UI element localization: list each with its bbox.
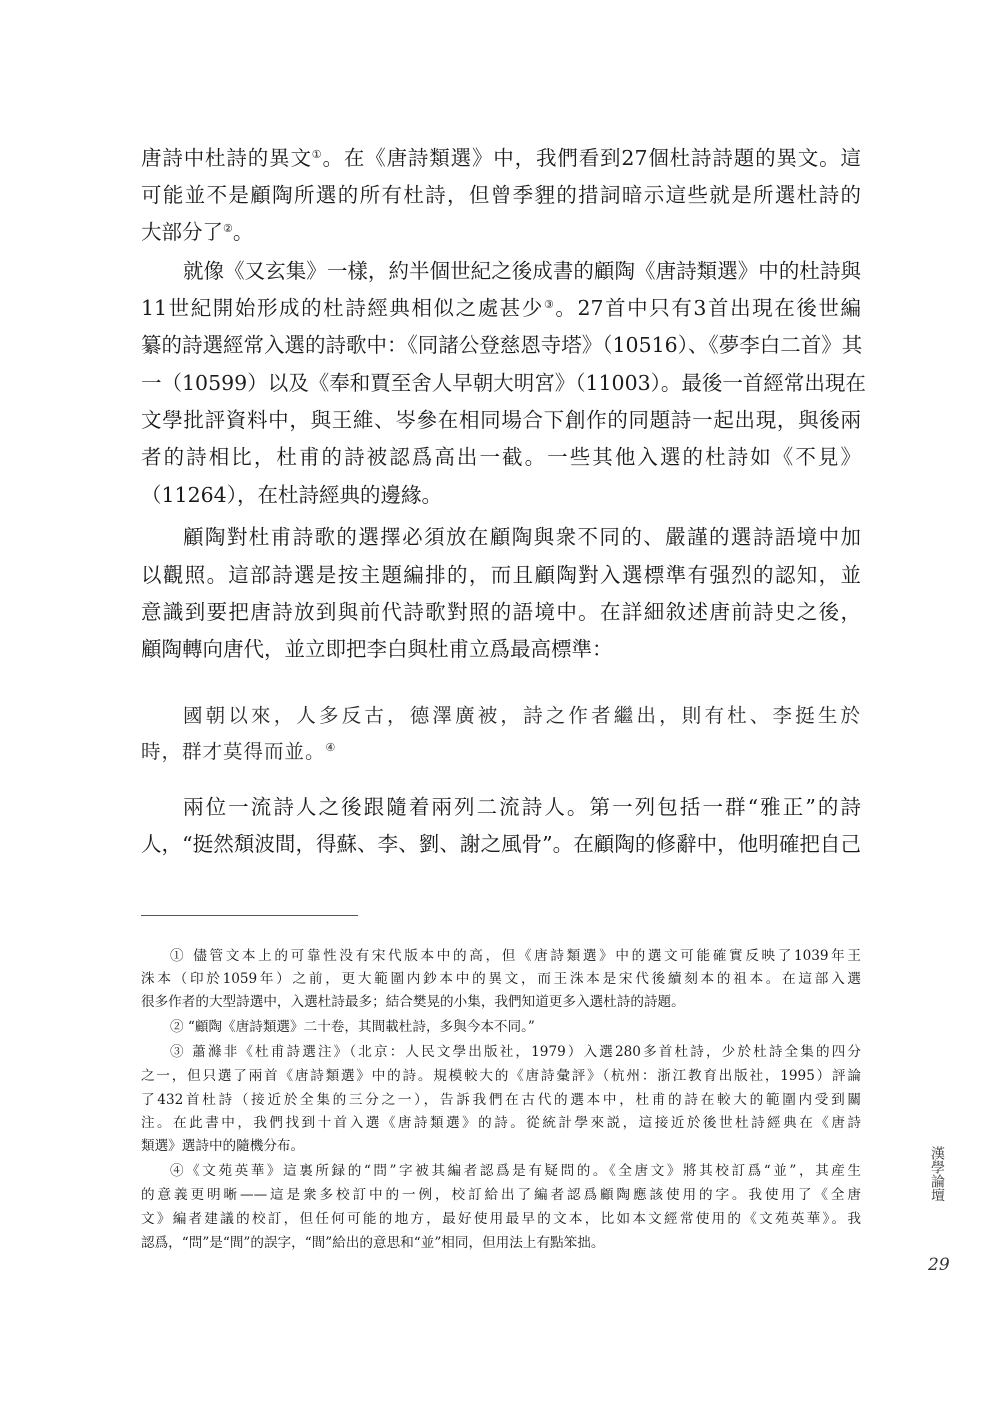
footnote-marker: ① [170,948,187,964]
footnote-line: 洙本（印於1059年）之前，更大範圍内鈔本中的異文，而王洙本是宋代後續刻本的祖本。在這部入選 [141,971,861,987]
footnote-ref[interactable]: ② [223,222,233,235]
body-line [141,143,861,173]
footnote-line: 了432首杜詩（接近於全集的三分之一），告訴我們在古代的選本中，杜甫的詩在較大的範圍内受到關 [141,1092,861,1108]
body-text: 唐詩中杜詩的異文 [141,146,312,170]
footnote-line [170,1017,861,1037]
footnote-marker: ② [170,1019,184,1035]
footnote-line: 文》編者建議的校訂，但任何可能的地方，最好使用最早的文本，比如本文經常使用的《文苑英華》。我 [141,1211,861,1227]
footnote-line: 的意義更明晰——這是衆多校訂中的一例，校訂給出了編者認爲顧陶應該使用的字。我使用了《全唐 [141,1187,861,1203]
footnote-ref[interactable]: ① [311,148,323,161]
body-text: 大部分了 [141,220,223,244]
footnote-line: 之一，但只選了兩首《唐詩類選》中的詩。規模較大的《唐詩彙評》（杭州：浙江教育出版社，1995）評論 [141,1068,861,1084]
footnote-text: 蕭滌非《杜甫詩選注》（北京：人民文學出版社，1979）入選280多首杜詩，少於杜詩全集的四分 [192,1044,861,1060]
body-line: 意識到要把唐詩放到與前代詩歌對照的語境中。在詳細敘述唐前詩史之後， [141,600,861,624]
footnote-divider [141,915,358,916]
body-line: 文學批評資料中，與王維、岑參在相同場合下創作的同題詩一起出現，與後兩 [141,408,861,432]
footnote-ref[interactable]: ③ [543,298,556,311]
footnote-text: 《文苑英華》這裏所録的“問”字被其編者認爲是有疑問的。《全唐文》將其校訂爲“並”，其産生 [186,1163,861,1179]
footnote-line: 認爲，“問”是“間”的誤字，“間”給出的意思和“並”相同，但用法上有點笨拙。 [141,1235,605,1251]
footnote-line [170,1042,861,1062]
body-line [141,293,861,323]
body-line: 可能並不是顧陶所選的所有杜詩，但曾季貍的措詞暗示這些就是所選杜詩的 [141,183,861,207]
body-line: 顧陶轉向唐代，並立即把李白與杜甫立爲最高標準： [141,637,613,661]
body-text: 。在《唐詩類選》中，我們看到27個杜詩詩題的異文。這 [322,146,861,170]
footnote-line: 很多作者的大型詩選中，入選杜詩最多；結合樊晃的小集，我們知道更多入選杜詩的詩題。 [141,994,685,1010]
footnote-text: “顧陶《唐詩類選》二十卷，其間載杜詩，多與今本不同。” [187,1019,535,1035]
footnote-text: 儘管文本上的可靠性没有宋代版本中的高，但《唐詩類選》中的選文可能確實反映了1039年王 [193,948,862,964]
body-line [141,217,861,247]
body-line: 人，“挺然頽波間，得蘇、李、劉、謝之風骨”。在顧陶的修辭中，他明確把自己 [141,832,861,856]
body-line: 顧陶對杜甫詩歌的選擇必須放在顧陶與衆不同的、嚴謹的選詩語境中加 [183,525,861,549]
footnote-line: 注。在此書中，我們找到十首入選《唐詩類選》的詩。從統計學來説，這接近於後世杜詩經典在《唐詩 [141,1115,861,1131]
quote-text: 時，群才莫得而並。 [141,740,326,763]
footnote-line [170,946,861,966]
body-text: 。27首中只有3首出現在後世編 [555,296,861,320]
body-line: 以觀照。這部詩選是按主題編排的，而且顧陶對入選標準有强烈的認知，並 [141,563,861,587]
body-text: 11世紀開始形成的杜詩經典相似之處甚少 [141,296,544,320]
footnote-line [170,1161,861,1181]
footnote-marker: ③ [170,1044,186,1060]
body-text: 。 [232,220,254,244]
footnote-marker: ④ [170,1163,187,1179]
journal-side-label: 漢學論壇 [929,1146,945,1202]
body-line: 就像《又玄集》一樣，約半個世紀之後成書的顧陶《唐詩類選》中的杜詩與 [183,259,861,283]
body-line: （11264），在杜詩經典的邊緣。 [141,483,442,507]
footnote-line: 類選》選詩中的隨機分布。 [141,1138,305,1154]
block-quote-line: 國朝以來，人多反古，德澤廣被，詩之作者繼出，則有杜、李挺生於 [183,704,861,727]
body-line: 兩位一流詩人之後跟隨着兩列二流詩人。第一列包括一群“雅正”的詩 [183,795,861,819]
page-number: 29 [928,1255,950,1275]
body-line: 者的詩相比，杜甫的詩被認爲高出一截。一些其他入選的杜詩如《不見》 [141,445,861,469]
body-line: 一（10599）以及《奉和賈至舍人早朝大明宮》（11003）。最後一首經常出現在 [141,371,866,395]
footnote-ref[interactable]: ④ [325,741,337,754]
block-quote-line [141,737,861,767]
body-line: 纂的詩選經常入選的詩歌中：《同諸公登慈恩寺塔》（10516）、《夢李白二首》其 [141,333,863,357]
